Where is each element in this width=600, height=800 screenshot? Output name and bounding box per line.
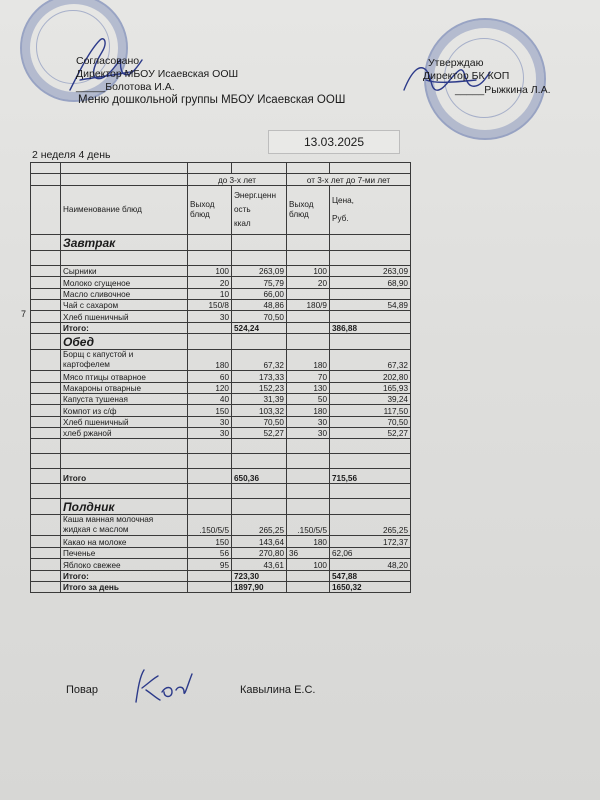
table-cell	[31, 322, 61, 333]
cell-text: Выход	[289, 199, 314, 209]
table-cell	[330, 484, 411, 499]
cell-text: Выход	[190, 199, 215, 209]
table-cell: Итого:	[61, 322, 188, 333]
table-cell: 56	[188, 547, 232, 558]
table-cell	[287, 334, 330, 350]
cook-signature	[128, 664, 198, 708]
age-group-1: до 3-х лет	[188, 174, 287, 185]
table-cell: 36	[287, 547, 330, 558]
table-cell	[232, 484, 287, 499]
table-cell	[31, 393, 61, 404]
table-cell	[232, 163, 287, 174]
table-cell	[61, 484, 188, 499]
approve-name: _____Рыжкина Л.А.	[455, 84, 551, 96]
table-cell: 66,00	[232, 288, 287, 299]
table-cell: 68,90	[330, 277, 411, 288]
table-cell	[330, 234, 411, 250]
table-cell	[31, 454, 61, 469]
table-cell	[330, 288, 411, 299]
col-name	[61, 185, 188, 234]
table-cell: 150	[188, 536, 232, 547]
cell-text: картофелем	[63, 360, 110, 370]
table-cell: 100	[188, 265, 232, 276]
table-cell: 547,88	[330, 570, 411, 581]
table-cell: .150/5/5	[188, 515, 232, 536]
table-cell: 40	[188, 393, 232, 404]
table-cell	[287, 163, 330, 174]
table-cell: 180/9	[287, 299, 330, 310]
cell-text: Руб.	[332, 213, 349, 223]
table-cell	[31, 382, 61, 393]
table-cell: 152,23	[232, 382, 287, 393]
table-cell: 150/8	[188, 299, 232, 310]
table-cell: 10	[188, 288, 232, 299]
table-cell	[31, 174, 61, 185]
table-cell	[31, 499, 61, 515]
table-cell	[31, 299, 61, 310]
table-row	[31, 405, 411, 416]
table-cell: 650,36	[232, 469, 287, 484]
table-row	[31, 311, 411, 322]
table-cell	[31, 288, 61, 299]
table-row	[31, 393, 411, 404]
date-box: 13.03.2025	[268, 130, 400, 154]
table-cell	[188, 439, 232, 454]
table-cell	[188, 469, 232, 484]
table-cell	[188, 454, 232, 469]
table-cell: 70,50	[232, 416, 287, 427]
approve-label: Утверждаю	[428, 57, 484, 69]
table-cell: 70,50	[232, 311, 287, 322]
table-cell	[31, 570, 61, 581]
table-cell	[232, 250, 287, 265]
section-lunch: Обед	[61, 334, 188, 350]
col-yield-2	[287, 185, 330, 234]
table-cell: 31,39	[232, 393, 287, 404]
total-row	[31, 469, 411, 484]
table-row	[31, 559, 411, 570]
table-cell: 54,89	[330, 299, 411, 310]
table-cell: 70,50	[330, 416, 411, 427]
table-cell	[287, 484, 330, 499]
age-group-2: от 3-х лет до 7-ми лет	[287, 174, 411, 185]
week-day: 2 неделя 4 день	[32, 149, 111, 161]
col-energy	[232, 185, 287, 234]
table-cell: 20	[287, 277, 330, 288]
table-cell: 30	[188, 428, 232, 439]
table-cell: 180	[188, 350, 232, 371]
table-cell	[31, 416, 61, 427]
table-row	[31, 299, 411, 310]
table-cell	[232, 234, 287, 250]
table-cell: 30	[287, 416, 330, 427]
table-cell: Мясо птицы отварное	[61, 371, 188, 382]
table-cell: 120	[188, 382, 232, 393]
table-cell: 60	[188, 371, 232, 382]
table-cell: 143,64	[232, 536, 287, 547]
table-cell: Капуста тушеная	[61, 393, 188, 404]
table-cell	[287, 570, 330, 581]
table-row	[31, 250, 411, 265]
table-cell: 265,25	[330, 515, 411, 536]
table-cell: Чай с сахаром	[61, 299, 188, 310]
table-cell	[188, 570, 232, 581]
section-breakfast: Завтрак	[61, 234, 188, 250]
table-cell: 180	[287, 350, 330, 371]
approve-position: Директор БК КОП	[423, 70, 510, 82]
table-cell: 173,33	[232, 371, 287, 382]
table-cell: 48,86	[232, 299, 287, 310]
approved-label: Согласовано	[76, 55, 140, 67]
table-cell	[287, 499, 330, 515]
table-cell: 30	[188, 311, 232, 322]
table-row	[31, 536, 411, 547]
col-price	[330, 185, 411, 234]
table-cell	[330, 499, 411, 515]
table-cell	[61, 350, 188, 371]
table-cell	[330, 334, 411, 350]
table-cell: .150/5/5	[287, 515, 330, 536]
day-total-row	[31, 582, 411, 593]
menu-table	[30, 162, 411, 593]
table-cell: Итого	[61, 469, 188, 484]
cell-text: ость	[234, 204, 251, 214]
table-cell: Хлеб пшеничный	[61, 311, 188, 322]
table-cell	[31, 536, 61, 547]
cook-name: Кавылина Е.С.	[240, 684, 316, 696]
table-row	[31, 428, 411, 439]
table-cell	[287, 234, 330, 250]
table-cell: Компот из с/ф	[61, 405, 188, 416]
table-cell	[188, 484, 232, 499]
table-row	[31, 265, 411, 276]
cell-text: Цена,	[332, 195, 354, 205]
table-cell: 30	[287, 428, 330, 439]
table-cell: 50	[287, 393, 330, 404]
page-title: Меню дошкольной группы МБОУ Исаевская ООШ	[78, 94, 346, 106]
table-cell: 180	[287, 405, 330, 416]
table-cell	[31, 265, 61, 276]
cell-text: ккал	[234, 218, 251, 228]
table-cell	[188, 322, 232, 333]
table-cell	[232, 499, 287, 515]
table-cell	[287, 439, 330, 454]
margin-mark: 7	[21, 309, 27, 319]
table-row	[31, 382, 411, 393]
table-cell	[31, 277, 61, 288]
table-row	[31, 371, 411, 382]
table-row	[31, 547, 411, 558]
table-cell: Макароны отварные	[61, 382, 188, 393]
table-cell: 715,56	[330, 469, 411, 484]
table-cell	[31, 428, 61, 439]
table-row	[31, 334, 411, 350]
table-cell	[330, 454, 411, 469]
table-cell	[188, 163, 232, 174]
table-cell: Яблоко свежее	[61, 559, 188, 570]
table-cell: 386,88	[330, 322, 411, 333]
table-cell: Итого:	[61, 570, 188, 581]
approved-name: _____Болотова И.А.	[76, 81, 175, 93]
table-cell	[61, 439, 188, 454]
table-cell	[188, 582, 232, 593]
table-cell: 62,06	[330, 547, 411, 558]
table-row	[31, 288, 411, 299]
table-cell: 43,61	[232, 559, 287, 570]
table-cell: 52,27	[232, 428, 287, 439]
table-cell	[31, 234, 61, 250]
table-cell: 263,09	[232, 265, 287, 276]
table-cell	[287, 288, 330, 299]
table-cell: 39,24	[330, 393, 411, 404]
table-cell: 100	[287, 559, 330, 570]
table-row	[31, 174, 411, 185]
table-cell	[61, 174, 188, 185]
total-row	[31, 322, 411, 333]
section-snack: Полдник	[61, 499, 188, 515]
col-yield-1	[188, 185, 232, 234]
cell-text: Наименование блюд	[63, 205, 142, 215]
table-cell: 48,20	[330, 559, 411, 570]
table-cell	[31, 250, 61, 265]
table-cell	[31, 547, 61, 558]
table-row	[31, 163, 411, 174]
table-cell: Какао на молоке	[61, 536, 188, 547]
table-cell	[232, 334, 287, 350]
table-cell: Сырники	[61, 265, 188, 276]
table-cell: 67,32	[232, 350, 287, 371]
table-row	[31, 234, 411, 250]
table-cell	[31, 405, 61, 416]
table-cell	[287, 250, 330, 265]
table-cell: 95	[188, 559, 232, 570]
table-row	[31, 350, 411, 371]
table-cell	[287, 322, 330, 333]
table-cell	[31, 439, 61, 454]
table-cell: 75,79	[232, 277, 287, 288]
table-cell	[31, 582, 61, 593]
table-cell: 70	[287, 371, 330, 382]
table-cell: Молоко сгущеное	[61, 277, 188, 288]
table-cell: 1897,90	[232, 582, 287, 593]
table-cell: 150	[188, 405, 232, 416]
table-cell	[188, 334, 232, 350]
table-cell: 52,27	[330, 428, 411, 439]
table-cell: 103,32	[232, 405, 287, 416]
table-row	[31, 439, 411, 454]
table-cell: Хлеб пшеничный	[61, 416, 188, 427]
total-row	[31, 570, 411, 581]
table-cell	[330, 163, 411, 174]
table-cell: 524,24	[232, 322, 287, 333]
table-cell: 202,80	[330, 371, 411, 382]
cell-text: жидкая с маслом	[63, 525, 129, 535]
table-row	[31, 484, 411, 499]
table-cell: Итого за день	[61, 582, 188, 593]
table-cell	[31, 469, 61, 484]
cell-text: Каша манная молочная	[63, 515, 154, 525]
table-cell: 165,93	[330, 382, 411, 393]
table-cell	[61, 163, 188, 174]
cook-label: Повар	[66, 684, 98, 696]
table-row	[31, 416, 411, 427]
table-cell: 30	[188, 416, 232, 427]
table-cell	[31, 185, 61, 234]
table-cell	[330, 311, 411, 322]
cell-text: Энерг.ценн	[234, 190, 276, 200]
table-cell: 270,80	[232, 547, 287, 558]
table-cell: 20	[188, 277, 232, 288]
table-cell	[188, 250, 232, 265]
table-cell	[31, 311, 61, 322]
cell-text: блюд	[190, 209, 210, 219]
table-cell	[31, 484, 61, 499]
approved-position: Директор МБОУ Исаевская ООШ	[76, 68, 239, 80]
table-cell	[188, 499, 232, 515]
cell-text: блюд	[289, 209, 309, 219]
table-row	[31, 185, 411, 234]
table-cell	[188, 234, 232, 250]
table-cell: 100	[287, 265, 330, 276]
table-cell: 263,09	[330, 265, 411, 276]
cell-text: Борщ с капустой и	[63, 350, 134, 360]
table-cell: 265,25	[232, 515, 287, 536]
table-cell	[232, 439, 287, 454]
table-cell	[61, 515, 188, 536]
table-cell: 117,50	[330, 405, 411, 416]
table-row	[31, 515, 411, 536]
table-cell	[31, 163, 61, 174]
table-cell: 723,30	[232, 570, 287, 581]
table-cell	[61, 250, 188, 265]
table-cell: 180	[287, 536, 330, 547]
table-cell: хлеб ржаной	[61, 428, 188, 439]
table-cell	[31, 334, 61, 350]
table-cell	[61, 454, 188, 469]
table-row	[31, 454, 411, 469]
table-cell: 130	[287, 382, 330, 393]
table-cell: 1650,32	[330, 582, 411, 593]
table-cell	[330, 250, 411, 265]
table-cell	[31, 559, 61, 570]
table-row	[31, 277, 411, 288]
table-cell: 67,32	[330, 350, 411, 371]
table-cell	[287, 454, 330, 469]
table-cell: Печенье	[61, 547, 188, 558]
table-cell	[31, 371, 61, 382]
table-cell	[330, 439, 411, 454]
table-cell	[31, 350, 61, 371]
table-cell	[287, 469, 330, 484]
table-cell	[232, 454, 287, 469]
table-cell: 172,37	[330, 536, 411, 547]
table-cell: Масло сливочное	[61, 288, 188, 299]
table-cell	[287, 311, 330, 322]
table-cell	[31, 515, 61, 536]
table-cell	[287, 582, 330, 593]
table-row	[31, 499, 411, 515]
